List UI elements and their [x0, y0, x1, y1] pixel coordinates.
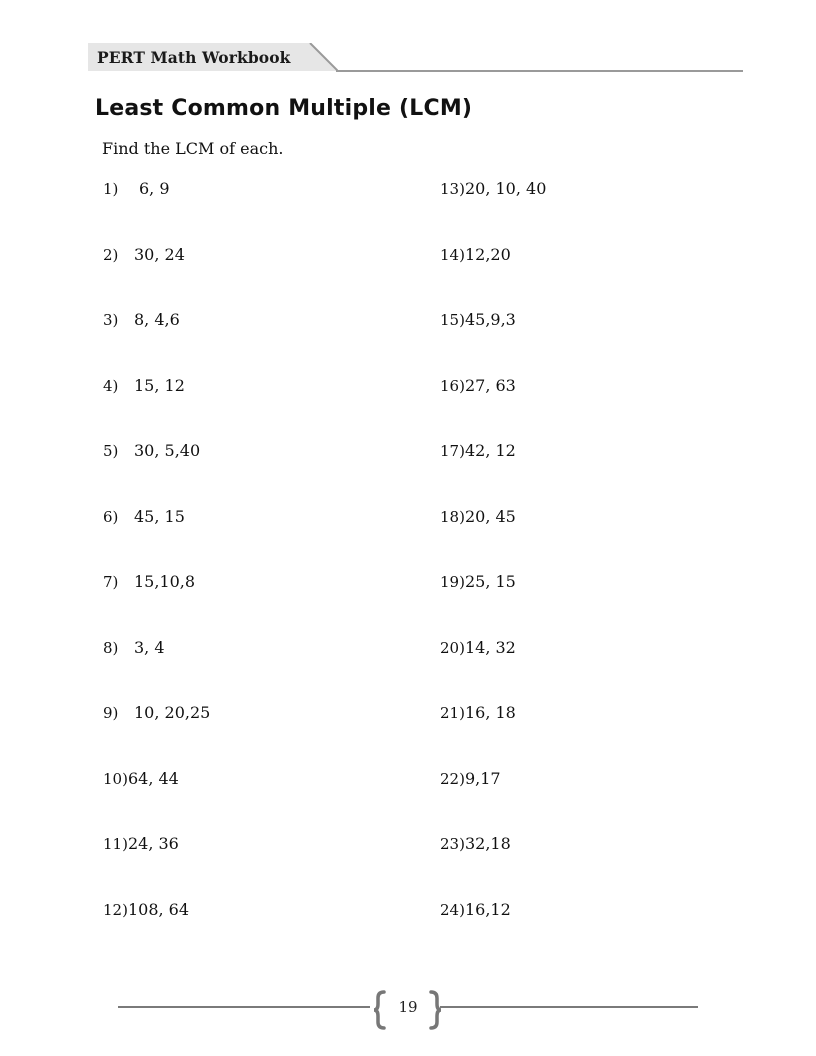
footer-left-brace — [373, 990, 387, 1030]
problem-19 — [440, 571, 740, 637]
problem-18 — [440, 506, 740, 572]
problem-text: 6, 9 — [139, 179, 170, 198]
problem-13 — [440, 178, 740, 244]
problem-number: 9) — [103, 704, 119, 722]
problem-text: 16,12 — [464, 899, 511, 919]
problem-8 — [103, 637, 403, 703]
problem-text: 15, 12 — [134, 375, 185, 395]
problem-16 — [440, 375, 740, 441]
problem-text: 42, 12 — [464, 441, 516, 460]
header-rule — [336, 70, 743, 72]
problem-text: 30, 24 — [134, 244, 185, 264]
problem-17 — [440, 440, 740, 506]
problem-text: 15,10,8 — [134, 572, 196, 591]
problem-text: 30, 5,40 — [134, 441, 201, 460]
problem-15 — [440, 309, 740, 375]
footer-rule-left — [118, 1006, 370, 1008]
problem-6 — [103, 506, 403, 572]
problem-24 — [440, 899, 740, 965]
problem-7 — [103, 571, 403, 637]
problem-number: 14) — [440, 245, 465, 264]
problem-4 — [103, 375, 403, 441]
problem-number: 10) — [103, 769, 128, 788]
problem-text: 20, 45 — [464, 506, 516, 526]
problem-text: 27, 63 — [464, 375, 516, 395]
problem-text: 8, 4,6 — [134, 310, 180, 329]
problem-number: 1) — [103, 180, 119, 198]
problem-number: 20) — [440, 638, 465, 657]
problem-number: 17) — [440, 442, 465, 460]
problem-10 — [103, 768, 403, 834]
problem-14 — [440, 244, 740, 310]
problem-text: 16, 18 — [464, 703, 516, 722]
problem-text: 25, 15 — [464, 572, 516, 591]
problem-5 — [103, 440, 403, 506]
problem-number: 12) — [103, 900, 128, 919]
problem-9 — [103, 702, 403, 768]
problem-12 — [103, 899, 403, 965]
footer-right-brace — [428, 990, 442, 1030]
problem-text: 20, 10, 40 — [464, 179, 547, 198]
problem-11 — [103, 833, 403, 899]
problem-3 — [103, 309, 403, 375]
problem-number: 21) — [440, 704, 465, 722]
instructions: Find the LCM of each. — [102, 139, 284, 158]
problem-number: 23) — [440, 835, 465, 853]
problems-left-column — [103, 178, 403, 964]
problem-number: 5) — [103, 442, 119, 460]
problem-text: 14, 32 — [464, 637, 516, 657]
problem-number: 15) — [440, 311, 465, 329]
problem-text: 108, 64 — [127, 899, 190, 919]
problem-number: 2) — [103, 245, 119, 264]
problem-number: 13) — [440, 180, 465, 198]
problem-text: 3, 4 — [134, 637, 165, 657]
problem-number: 16) — [440, 376, 465, 395]
problem-number: 3) — [103, 311, 119, 329]
problem-number: 4) — [103, 376, 119, 395]
problem-2 — [103, 244, 403, 310]
problem-number: 18) — [440, 507, 465, 526]
problems-right-column — [440, 178, 740, 964]
problem-number: 7) — [103, 573, 119, 591]
problem-text: 12,20 — [464, 244, 511, 264]
problem-number: 8) — [103, 638, 119, 657]
page-title: Least Common Multiple (LCM) — [95, 96, 473, 121]
problem-23 — [440, 833, 740, 899]
problem-21 — [440, 702, 740, 768]
problem-number: 11) — [103, 835, 128, 853]
problem-1 — [103, 178, 403, 244]
problem-text: 9,17 — [464, 768, 501, 788]
problem-22 — [440, 768, 740, 834]
problem-text: 64, 44 — [127, 768, 179, 788]
footer-rule-right — [440, 1006, 698, 1008]
problem-number: 22) — [440, 769, 465, 788]
problem-text: 32,18 — [464, 834, 511, 853]
page-number: 19 — [398, 998, 418, 1016]
problem-number: 19) — [440, 573, 465, 591]
problem-text: 10, 20,25 — [134, 703, 211, 722]
problem-text: 24, 36 — [127, 834, 179, 853]
problem-20 — [440, 637, 740, 703]
problem-text: 45,9,3 — [464, 310, 516, 329]
header-title: PERT Math Workbook — [97, 48, 291, 67]
problem-number: 6) — [103, 507, 119, 526]
problem-text: 45, 15 — [134, 506, 185, 526]
problem-number: 24) — [440, 900, 465, 919]
